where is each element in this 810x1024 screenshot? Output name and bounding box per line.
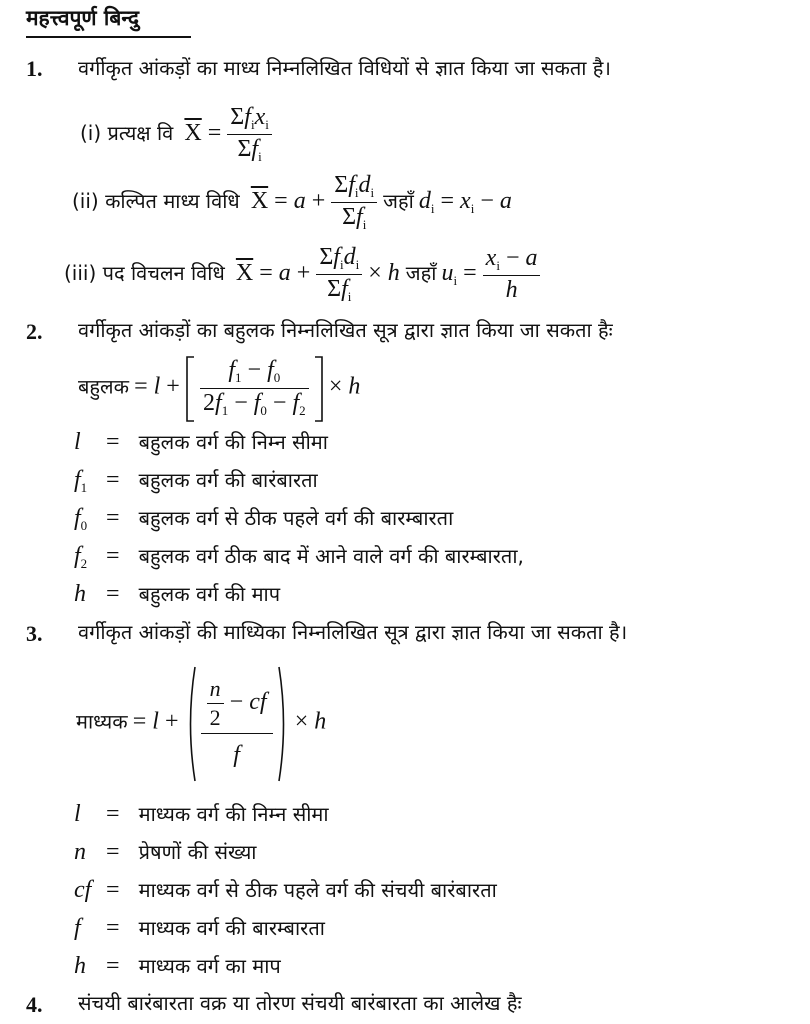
definition-row: h = माध्यक वर्ग का माप [74,953,281,979]
definition-text: माध्यक वर्ग की बारम्बारता [138,916,325,940]
left-parenthesis [184,666,196,782]
definition-row: h = बहुलक वर्ग की माप [74,581,281,607]
definition-row: l = बहुलक वर्ग की निम्न सीमा [74,429,328,455]
point-3-text: वर्गीकृत आंकड़ों की माध्यिका निम्नलिखित सूत्र द्वारा ज्ञात किया जा सकता है। [78,620,628,644]
formula-mode: बहुलक = l + $\frac{f_1 - f_0}{2f_1 - f_0 - f_2}$ × h [78,356,360,422]
definition-text: बहुलक वर्ग की बारंबारता [138,468,318,492]
symbol: $f_1$ [74,467,88,495]
formula-step-deviation: (iii) पद विचलन विधि $\overline{X} = a$ + $\frac{\Sigma f_id_i}{\Sigma f_i}$ × h जहाँ $u_i$ = $\frac{x_i - a}{h}$ [64,244,540,305]
point-1-text: वर्गीकृत आंकड़ों का माध्य निम्नलिखित विधियों से ज्ञात किया जा सकता है। [78,56,612,80]
mode-label: बहुलक [78,374,129,399]
definition-text: माध्यक वर्ग की निम्न सीमा [138,802,329,826]
left-square-bracket [185,356,195,422]
formula-direct-method: (i) प्रत्यक्ष वि $\overline{X}$ = $\frac{\Sigma f_ix_i}{\Sigma f_i}$ [80,104,272,165]
formula-median: माध्यक = l + $\frac{n}{2}$ − cf f × h [76,666,326,782]
where-label: जहाँ [405,261,437,286]
point-3-number: 3. [26,621,43,646]
symbol: f [74,915,81,941]
symbol: $f_0$ [74,505,88,533]
symbol: cf [74,877,92,903]
point-2-text: वर्गीकृत आंकड़ों का बहुलक निम्नलिखित सूत्र द्वारा ज्ञात किया जा सकता हैः [78,318,613,342]
symbol: h [74,953,86,979]
page-title: महत्त्वपूर्ण बिन्दु [26,6,139,30]
point-4-number: 4. [26,992,43,1017]
symbol: n [74,839,86,865]
definition-text: माध्यक वर्ग का माप [138,954,281,978]
symbol: l [74,429,81,455]
point-1-number: 1. [26,56,43,81]
formula-assumed-mean: (ii) कल्पित माध्य विधि $\overline{X} = a$ + $\frac{\Sigma f_id_i}{\Sigma f_i}$ जहाँ $d_i = x_i - a$ [72,172,512,232]
definition-row: $f_2$ = बहुलक वर्ग ठीक बाद में आने वाले वर्ग की बारम्बारता, [74,543,524,571]
method-label: (iii) पद विचलन विधि [64,261,225,286]
method-label: (i) प्रत्यक्ष वि [80,121,174,146]
definition-text: माध्यक वर्ग से ठीक पहले वर्ग की संचयी बारंबारता [138,878,497,902]
definition-text: बहुलक वर्ग की माप [138,582,281,606]
definition-row: $f_1$ = बहुलक वर्ग की बारंबारता [74,467,318,495]
symbol: $f_2$ [74,543,88,571]
definition-text: बहुलक वर्ग की निम्न सीमा [138,430,328,454]
definition-row: n = प्रेषणों की संख्या [74,839,257,865]
definition-row: f = माध्यक वर्ग की बारम्बारता [74,915,325,941]
definition-text: प्रेषणों की संख्या [138,840,257,864]
definition-row: l = माध्यक वर्ग की निम्न सीमा [74,801,329,827]
method-label: (ii) कल्पित माध्य विधि [72,189,240,214]
median-label: माध्यक [76,709,128,734]
right-parenthesis [278,666,290,782]
definition-row: $f_0$ = बहुलक वर्ग से ठीक पहले वर्ग की बारम्बारता [74,505,454,533]
point-2-number: 2. [26,319,43,344]
definition-text: बहुलक वर्ग से ठीक पहले वर्ग की बारम्बारता [138,506,454,530]
definition-row: cf = माध्यक वर्ग से ठीक पहले वर्ग की संचयी बारंबारता [74,877,497,903]
heading-underline [26,36,191,38]
where-label: जहाँ [383,189,414,214]
point-4-text: संचयी बारंबारता वक्र या तोरण संचयी बारंबारता का आलेख हैः [78,991,522,1015]
definition-text: बहुलक वर्ग ठीक बाद में आने वाले वर्ग की बारम्बारता, [138,544,524,568]
right-square-bracket [314,356,324,422]
symbol: h [74,581,86,607]
symbol: l [74,801,81,827]
